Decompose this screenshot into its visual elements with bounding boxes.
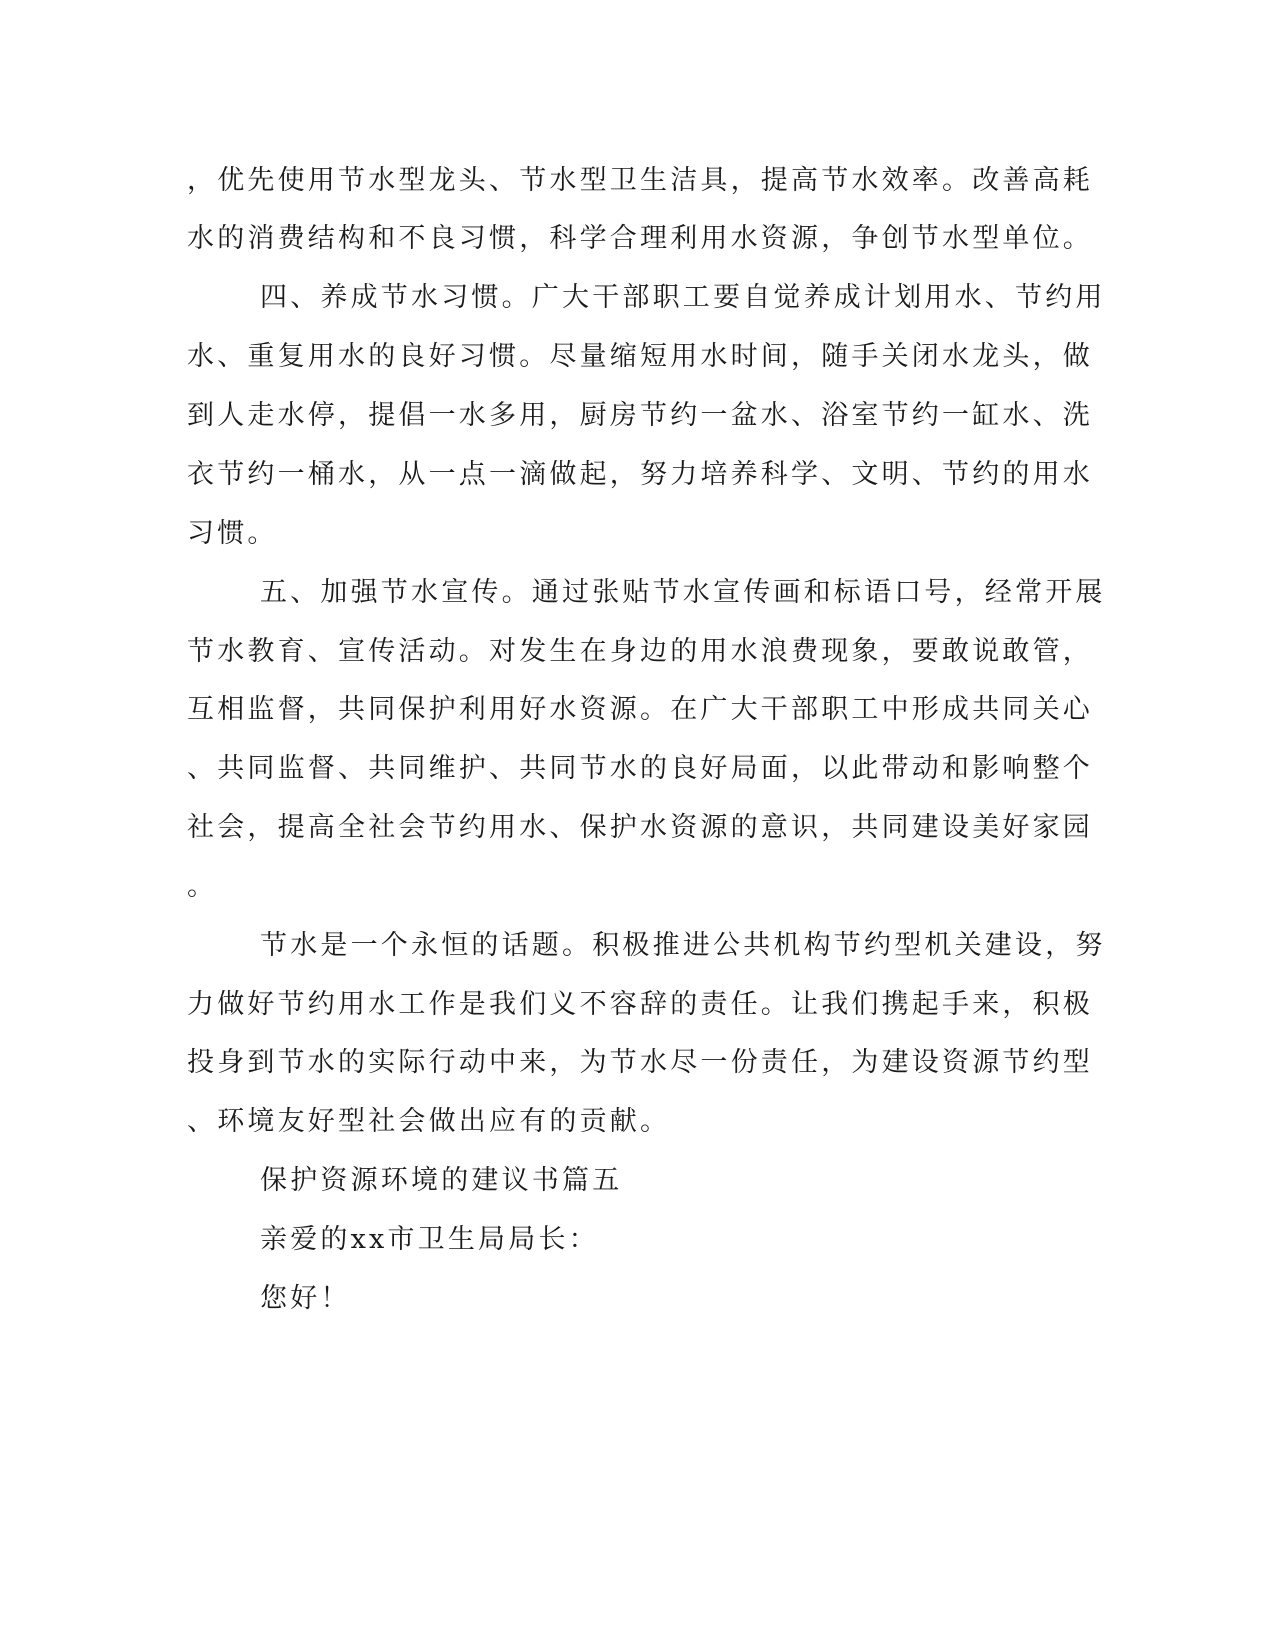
text-line: 衣节约一桶水，从一点一滴做起，努力培养科学、文明、节约的用水 — [187, 459, 1093, 490]
text-line: 四、养成节水习惯。广大干部职工要自觉养成计划用水、节约用 — [260, 282, 1106, 313]
text-line: 、共同监督、共同维护、共同节水的良好局面，以此带动和影响整个 — [187, 753, 1093, 784]
text-line: 节水教育、宣传活动。对发生在身边的用水浪费现象，要敢说敢管， — [187, 636, 1093, 667]
section-heading: 保护资源环境的建议书篇五 — [260, 1165, 623, 1196]
text-line: 。 — [187, 871, 218, 902]
text-line: 社会，提高全社会节约用水、保护水资源的意识，共同建设美好家园 — [187, 812, 1093, 843]
text-line: 五、加强节水宣传。通过张贴节水宣传画和标语口号，经常开展 — [260, 577, 1106, 608]
text-line: 水、重复用水的良好习惯。尽量缩短用水时间，随手关闭水龙头，做 — [187, 341, 1093, 372]
text-line: 习惯。 — [187, 518, 278, 549]
text-line: 力做好节约用水工作是我们义不容辞的责任。让我们携起手来，积极 — [187, 989, 1093, 1020]
text-line: 互相监督，共同保护利用好水资源。在广大干部职工中形成共同关心 — [187, 694, 1093, 725]
text-line: 到人走水停，提倡一水多用，厨房节约一盆水、浴室节约一缸水、洗 — [187, 400, 1093, 431]
salutation: 亲爱的xx市卫生局局长： — [260, 1224, 599, 1255]
text-line: ，优先使用节水型龙头、节水型卫生洁具，提高节水效率。改善高耗 — [187, 165, 1093, 196]
greeting: 您好！ — [260, 1283, 351, 1314]
text-line: 投身到节水的实际行动中来，为节水尽一份责任，为建设资源节约型 — [187, 1047, 1093, 1078]
text-line: 水的消费结构和不良习惯，科学合理利用水资源，争创节水型单位。 — [187, 223, 1093, 254]
text-line: 节水是一个永恒的话题。积极推进公共机构节约型机关建设，努 — [260, 930, 1106, 961]
text-line: 、环境友好型社会做出应有的贡献。 — [187, 1106, 671, 1137]
